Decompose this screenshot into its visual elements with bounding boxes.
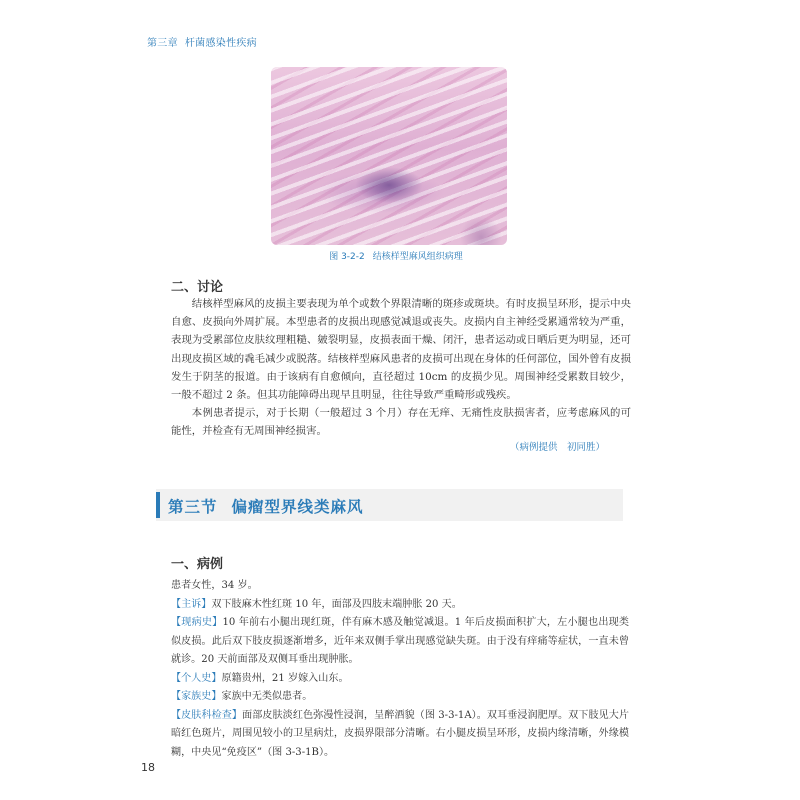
case-item-chief-complaint <box>171 596 629 615</box>
page-number: 18 <box>141 761 155 774</box>
case-item-text: 双下肢麻木性红斑 10 年，面部及四肢末端肿胀 20 天。 <box>211 598 462 610</box>
case-item-label: 【皮肤科检查】 <box>171 709 243 721</box>
histopathology-image <box>271 67 507 245</box>
section-title <box>168 495 364 517</box>
discussion-heading: 二、讨论 <box>171 280 224 295</box>
figure-caption-text: 结核样型麻风组织病理 <box>372 252 463 262</box>
case-item-personal-history <box>171 670 629 689</box>
running-header <box>147 34 257 49</box>
case-item-text: 面部皮肤淡红色弥漫性浸润，呈醉酒貌（图 3-3-1A）。双耳垂浸润肥厚。双下肢见大片暗红色斑片，周围见较小的卫星病灶，皮损界限部分清晰。右小腿皮损呈环形，皮损内缘清晰，外缘模糊，中央见“免疫区”（图 3-3-1B）。 <box>171 709 629 758</box>
discussion-body <box>171 295 631 441</box>
case-item-label: 【家族史】 <box>171 691 222 702</box>
case-credit: （病例提供 初同胜） <box>510 442 606 453</box>
case-item-label: 【主诉】 <box>171 598 212 610</box>
chapter-title: 杆菌感染性疾病 <box>184 38 257 49</box>
case-item-family-history <box>171 688 629 707</box>
section-banner <box>156 489 623 521</box>
case-item-text: 家族中无类似患者。 <box>221 691 313 702</box>
chapter-number: 第三章 <box>147 38 178 49</box>
case-item-history <box>171 614 629 670</box>
case-item-dermatology-exam <box>171 707 629 763</box>
case-item-label: 【个人史】 <box>171 672 222 684</box>
case-heading: 一、病例 <box>171 557 224 572</box>
figure-caption <box>0 249 800 262</box>
discussion-paragraph: 本例患者提示，对于长期（一般超过 3 个月）存在无痒、无痛性皮肤损害者，应考虑麻风的可能性，并检查有无周围神经损害。 <box>171 407 631 438</box>
figure-number: 图 3-2-2 <box>329 252 365 262</box>
case-body <box>171 577 629 762</box>
discussion-paragraph: 结核样型麻风的皮损主要表现为单个或数个界限清晰的斑疹或斑块。有时皮损呈环形，提示中央自愈、皮损向外周扩展。本型患者的皮损出现感觉减退或丧失。皮损内自主神经受累通常较为严重，表现为受累部位皮肤纹理粗糙、皴裂明显，皮损表面干燥、闭汗，患者运动或日晒后更为明显，还可出现皮损区域的毳毛减少或脱落。结核样型麻风患者的皮损可出现在身体的任何部位，国外曾有皮损发生于阴茎的报道。由于该病有自愈倾向，直径超过 10cm 的皮损少见。周围神经受累数目较少，一般不超过 2 条。但其功能障碍出现早且明显，往往导致严重畸形或残疾。 <box>171 298 631 402</box>
section-name: 偏瘤型界线类麻风 <box>231 497 364 516</box>
section-number: 第三节 <box>168 497 218 516</box>
case-item-text: 10 年前右小腿出现红斑，伴有麻木感及触觉减退。1 年后皮损面积扩大，左小腿也出现类似皮损。此后双下肢皮损逐渐增多，近年来双侧手掌出现感觉缺失斑。由于没有痒痛等症状，一直未曾就诊。20 天前面部及双侧耳垂出现肿胀。 <box>171 617 630 665</box>
case-item-text: 原籍贵州，21 岁嫁入山东。 <box>221 672 349 684</box>
case-item-label: 【现病史】 <box>171 617 223 628</box>
case-intro: 患者女性，34 岁。 <box>171 580 258 591</box>
section-accent-bar <box>156 492 160 518</box>
